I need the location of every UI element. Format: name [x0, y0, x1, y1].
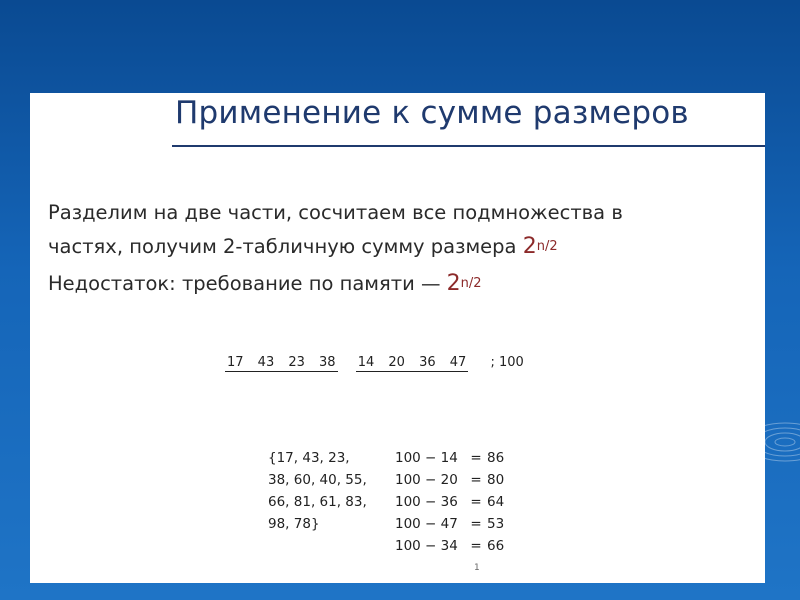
- equation-row: 100 − 47 = 53: [395, 516, 505, 532]
- power-expression: $2^{n/2}$: [446, 271, 482, 296]
- group-left: 17 43 23 38: [227, 355, 336, 370]
- set-line: 98, 78}: [268, 516, 320, 532]
- group-right: 14 20 36 47: [357, 355, 467, 370]
- set-line: 66, 81, 61, 83,: [268, 494, 367, 510]
- power-expression: $2^{n/2}$: [522, 234, 558, 259]
- target-sum: ; 100: [490, 355, 524, 370]
- title-underline: [172, 145, 765, 147]
- body-line-1: Разделим на две части, сосчитаем все подмножества в: [48, 201, 623, 224]
- equation-row: 100 − 20 = 80: [395, 472, 505, 488]
- number-groups: [225, 355, 524, 372]
- body-line-2: частях, получим 2-табличную сумму размера $2^{n/2}$: [48, 234, 558, 259]
- equation-row: 100 − 14 = 86: [395, 450, 505, 466]
- body-line-3: Недостаток: требование по памяти — $2^{n/2}$: [48, 271, 482, 296]
- slide-title: Применение к сумме размеров: [175, 95, 689, 131]
- equation-row: 100 − 36 = 64: [395, 494, 505, 510]
- slide-body: [48, 196, 623, 304]
- subset-sums-set: [268, 447, 367, 535]
- set-line: {17, 43, 23,: [268, 450, 350, 466]
- set-line: 38, 60, 40, 55,: [268, 472, 367, 488]
- footnote-mark: 1: [474, 563, 480, 573]
- slide-canvas: [30, 93, 765, 583]
- equation-row: 100 − 34 = 66: [395, 538, 505, 554]
- difference-equations: [395, 447, 504, 557]
